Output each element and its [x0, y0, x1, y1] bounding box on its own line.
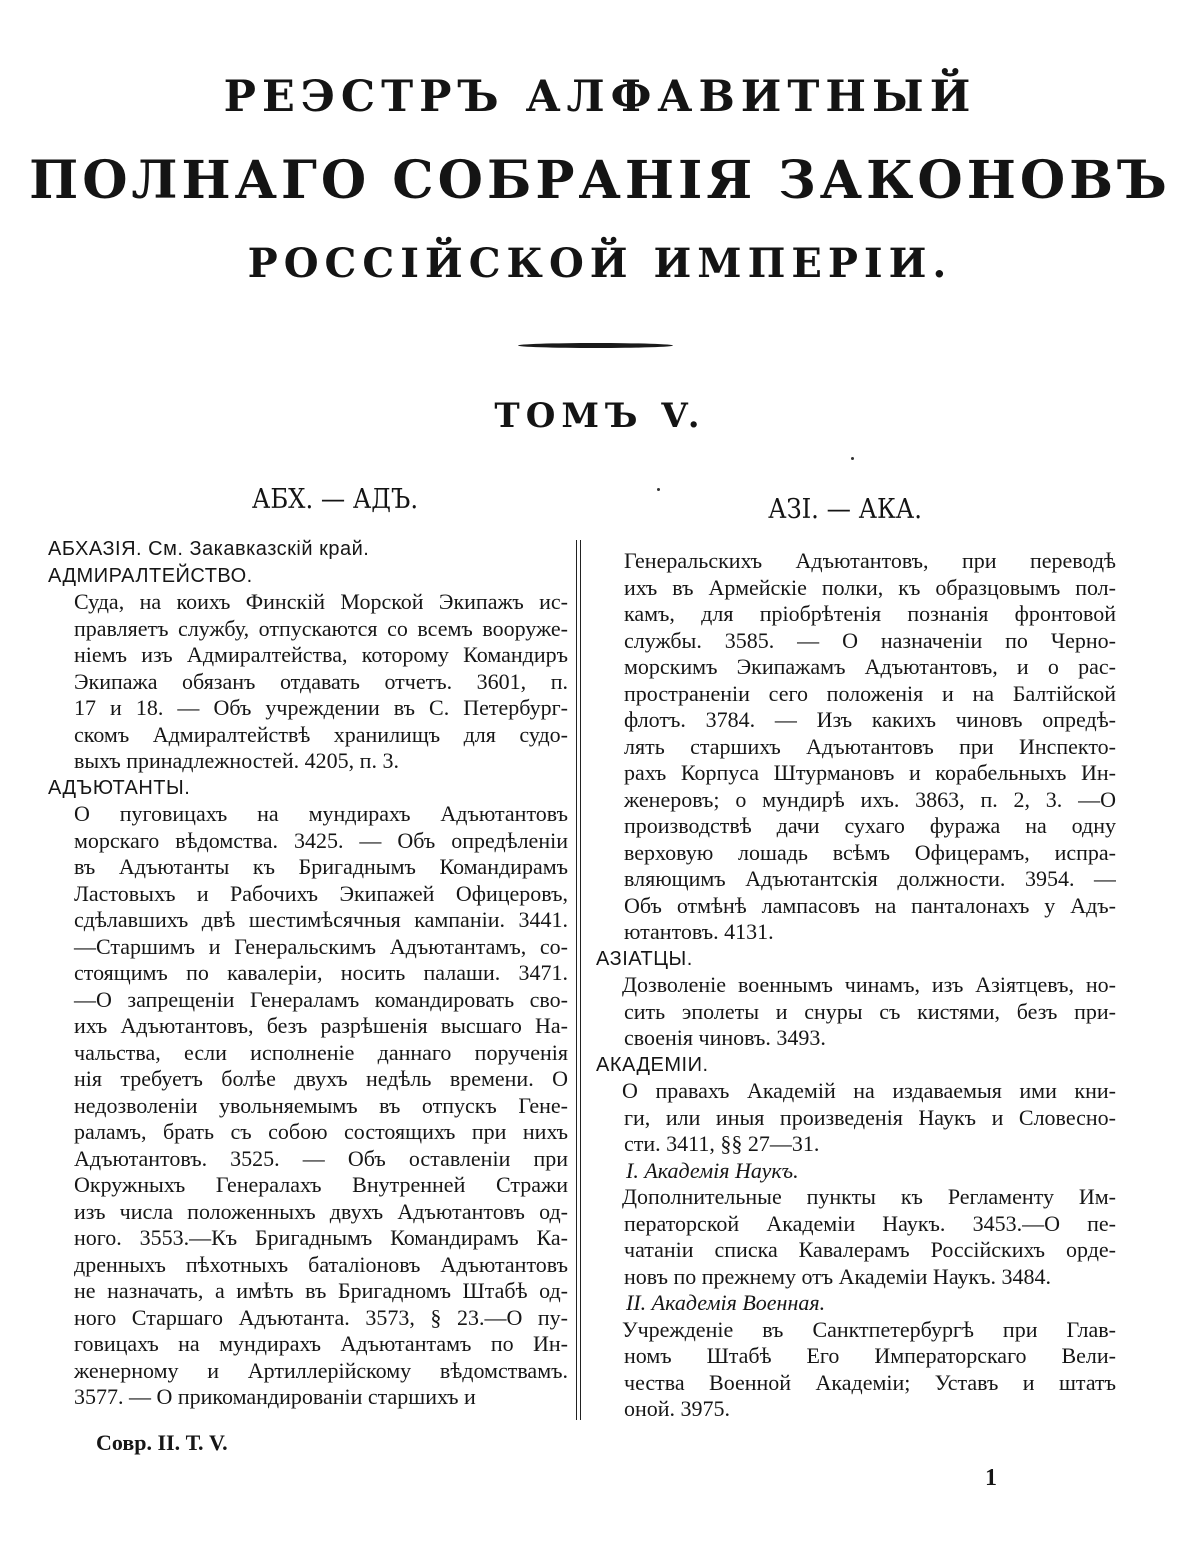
entry-text-line: въ Адъютанты къ Бригаднымъ Командирамъ — [74, 854, 568, 879]
entry-text-line: морскимъ Экипажамъ Адъютантовъ, и о рас- — [624, 654, 1116, 679]
entry-text-line: скомъ Адмиралтействѣ хранилищъ для судо- — [74, 721, 568, 747]
entry-text-line: О правахъ Академій на издаваемыя ими кни- — [622, 1078, 1116, 1103]
column-divider — [576, 540, 581, 1420]
entry-text-line: женеровъ; о мундирѣ ихъ. 3863, п. 2, 3. —О — [624, 786, 1116, 812]
entry-text-line: ного. 3553.—Къ Бригаднымъ Командирамъ Ка- — [74, 1225, 568, 1250]
entry-text-line: Экипажа обязанъ отдавать отчетъ. 3601, п. — [74, 668, 568, 694]
entry-text-line: чества Военной Академіи; Уставъ и штатъ — [624, 1369, 1116, 1395]
left-column — [48, 536, 568, 1411]
entry-text-line: морскаго вѣдомства. 3425. — Объ опредѣленіи — [74, 827, 568, 853]
entry-text-line: вляющимъ Адъютантскія должности. 3954. — — [624, 866, 1116, 891]
page-number: 1 — [985, 1465, 997, 1491]
title-rule — [518, 343, 673, 348]
entry-text-line: Учрежденіе въ Санктпетербургѣ при Глав- — [622, 1316, 1116, 1342]
entry-text-line: Окружныхъ Генералахъ Внутренней Стражи — [74, 1172, 568, 1197]
entry-text-line: своенія чиновъ. 3493. — [624, 1025, 826, 1050]
entry-text-line: верховую лошадь всѣмъ Офицерамъ, испра- — [624, 839, 1116, 865]
entry-text-line: ихъ въ Армейскіе полки, къ образцовымъ пол- — [624, 574, 1116, 600]
right-column-heading: АЗІ. — АКА. — [768, 494, 922, 525]
entry-text-line: раламъ, брать съ собою состоящихъ при нихъ — [74, 1119, 568, 1144]
entry-text-line: женерному и Артиллерійскому вѣдомствамъ. — [74, 1357, 568, 1383]
entry-text-line: Объ отмѣнѣ лампасовъ на панталонахъ у Адъ- — [624, 892, 1116, 918]
entry-text-line: лять старшихъ Адъютантовъ при Инспекто- — [624, 733, 1116, 759]
entry-text-line: чатаніи списка Кавалерамъ Россійскихъ орде- — [624, 1237, 1116, 1262]
entry-text-line: сдѣлавшихъ двѣ шестимѣсячныя кампаніи. 3441. — [74, 907, 568, 932]
ink-speck — [851, 457, 854, 460]
entry-text-line: говицахъ на мундирахъ Адъютантамъ по Ин- — [74, 1331, 568, 1356]
entry-text-line: ютантовъ. 4131. — [624, 919, 774, 944]
ink-speck — [657, 488, 660, 491]
entry-text-line: ихъ Адъютантовъ, безъ разрѣшенія высшаго На- — [74, 1013, 568, 1038]
entry-text-line: ператорской Академіи Наукъ. 3453.—О пе- — [624, 1210, 1116, 1236]
entry-subheading: I. Академія Наукъ. — [626, 1157, 799, 1183]
left-column-heading: АБХ. — АДЪ. — [251, 484, 419, 515]
entry-text-line: дренныхъ пѣхотныхъ баталіоновъ Адъютантовъ — [74, 1251, 568, 1277]
entry-heading: АДМИРАЛТЕЙСТВО. — [48, 564, 253, 587]
entry-text-line: —Старшимъ и Генеральскимъ Адъютантамъ, со- — [74, 933, 568, 959]
entry-text-line: ного Старшаго Адъютанта. 3573, § 23.—О пу- — [74, 1304, 568, 1330]
entry-text-line: 3577. — О прикомандированіи старшихъ и — [74, 1384, 476, 1409]
entry-heading: АЗІАТЦЫ. — [596, 947, 693, 970]
register-title: РЕЭСТРЪ АЛФАВИТНЫЙ — [223, 72, 977, 122]
entry-text-line: Дозволеніе военнымъ чинамъ, изъ Азіятцевъ, но- — [622, 972, 1116, 997]
entry-heading: АДЪЮТАНТЫ. — [48, 776, 191, 799]
entry-text-line: сти. 3411, §§ 27—31. — [624, 1131, 820, 1156]
entry-text-line: ніемъ изъ Адмиралтейства, которому Командиръ — [74, 642, 568, 667]
entry-text-line: новъ по прежнему отъ Академіи Наукъ. 3484. — [624, 1263, 1052, 1289]
empire-title: РОССІЙСКОЙ ИМПЕРІИ. — [247, 240, 953, 287]
entry-heading: АКАДЕМІИ. — [596, 1053, 709, 1076]
entry-text-line: ги, или иныя произведенія Наукъ и Словесно- — [624, 1104, 1116, 1130]
entry-text-line: О пуговицахъ на мундирахъ Адъютантовъ — [74, 801, 568, 826]
collection-title: ПОЛНАГО СОБРАНІЯ ЗАКОНОВЪ — [29, 150, 1171, 211]
entry-text-line: 17 и 18. — Объ учреждении въ С. Петербург- — [74, 695, 568, 720]
entry-text-line: камъ, для пріобрѣтенія познанія фронтовой — [624, 601, 1116, 626]
entry-text-line: выхъ принадлежностей. 4205, п. 3. — [74, 748, 399, 773]
entry-text-line: Адъютантовъ. 3525. — Объ оставленіи при — [74, 1145, 568, 1171]
entry-text-line: чальства, если исполненіе даннаго порученія — [74, 1039, 568, 1065]
entry-text-line: флотъ. 3784. — Изъ какихъ чиновъ опредѣ- — [624, 707, 1116, 732]
entry-text-line: Дополнительные пункты къ Регламенту Им- — [622, 1184, 1116, 1209]
entry-text-line: оной. 3975. — [624, 1396, 731, 1421]
entry-text-line: Суда, на коихъ Финскій Морской Экипажъ ис- — [74, 589, 568, 614]
entry-subheading: II. Академія Военная. — [626, 1290, 826, 1315]
volume-label: ТОМЪ V. — [494, 396, 706, 436]
entry-heading: АБХАЗІЯ. См. Закавказскій край. — [48, 538, 370, 560]
entry-text-line: сить эполеты и снуры съ кистями, безъ при- — [624, 998, 1116, 1024]
right-column — [596, 548, 1116, 1423]
entry-text-line: изъ числа положенныхъ двухъ Адъютантовъ од- — [74, 1198, 568, 1224]
signature-mark: Совр. II. Т. V. — [96, 1430, 228, 1455]
entry-text-line: —О запрещеніи Генераламъ командировать сво- — [74, 986, 568, 1012]
entry-text-line: правляетъ службу, отпускаются со всемъ вооруже- — [74, 615, 568, 641]
entry-text-line: нія требуетъ болѣе двухъ недѣль времени. О — [74, 1066, 568, 1091]
entry-text-line: Генеральскихъ Адъютантовъ, при переводѣ — [624, 548, 1116, 573]
entry-text-line: недозволеніи увольняемымъ въ отпускъ Гене- — [74, 1092, 568, 1118]
entry-text-line: пространеніи сего положенія и на Балтійской — [624, 680, 1116, 706]
entry-text-line: службы. 3585. — О назначеніи по Черно- — [624, 627, 1116, 653]
entry-text-line: производствѣ дачи сухаго фуража на одну — [624, 813, 1116, 838]
entry-text-line: стоящимъ по кавалеріи, носить палаши. 3471. — [74, 960, 568, 985]
entry-text-line: Ластовыхъ и Рабочихъ Экипажей Офицеровъ, — [74, 880, 568, 906]
entry-text-line: номъ Штабѣ Его Императорскаго Вели- — [624, 1343, 1116, 1368]
entry-text-line: не назначать, а имѣть въ Бригадномъ Штабѣ од- — [74, 1278, 568, 1303]
entry-text-line: рахъ Корпуса Штурмановъ и корабельныхъ Ин- — [624, 760, 1116, 785]
